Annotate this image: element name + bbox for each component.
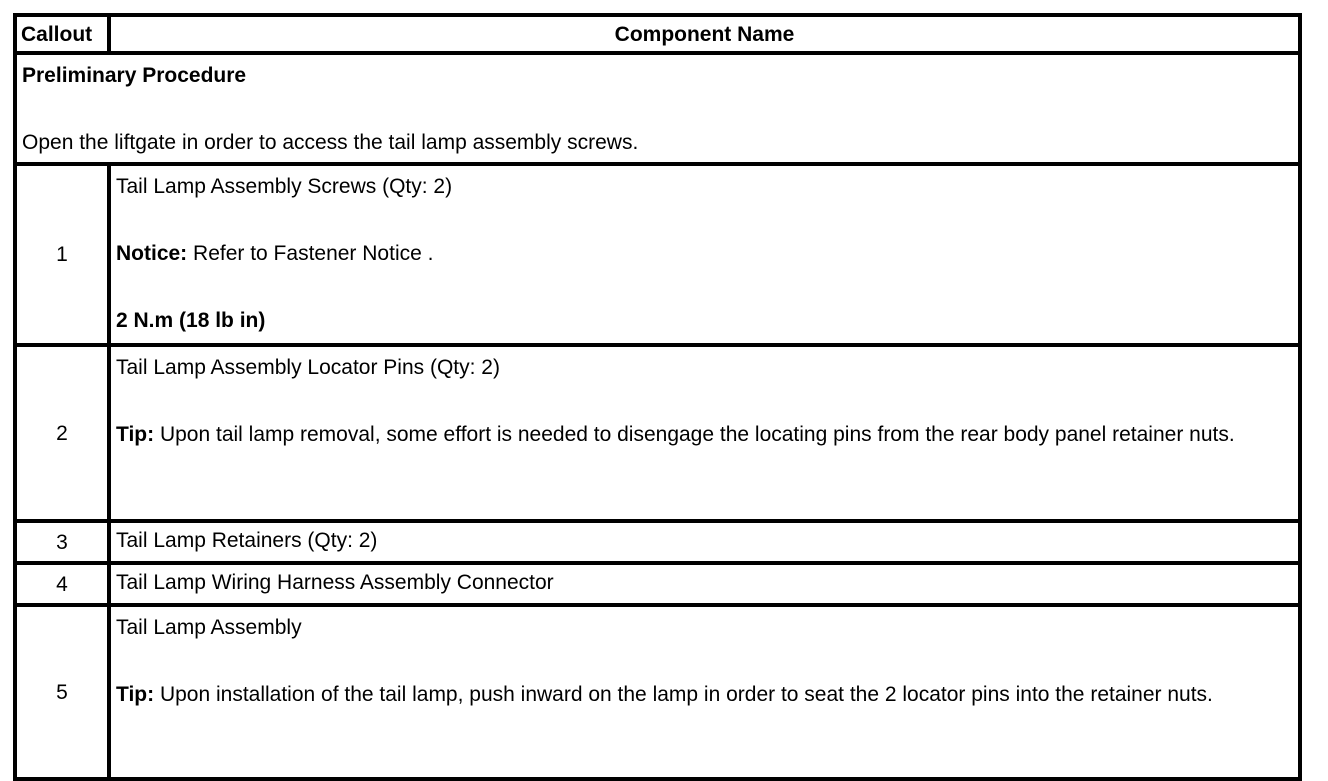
callout-number: 1: [15, 164, 109, 345]
component-cell: [109, 563, 1300, 605]
table-row: [15, 605, 1300, 779]
torque-spec: 2 N.m (18 lb in): [116, 309, 266, 332]
component-name: Tail Lamp Retainers (Qty: 2): [116, 529, 378, 552]
preliminary-procedure-cell: [15, 53, 1300, 164]
table-row: [15, 521, 1300, 563]
table-row: [15, 563, 1300, 605]
preliminary-procedure-title: Preliminary Procedure: [22, 64, 247, 87]
component-name: Tail Lamp Assembly Locator Pins (Qty: 2): [116, 356, 500, 379]
table-row: [15, 345, 1300, 521]
callout-number: 2: [15, 345, 109, 521]
component-cell: [109, 521, 1300, 563]
component-name: Tail Lamp Assembly: [116, 616, 302, 639]
table-header-row: [15, 15, 1300, 53]
tip-label: Tip:: [116, 683, 155, 706]
component-name-column-header: Component Name: [109, 15, 1300, 53]
callout-column-header: Callout: [15, 15, 109, 53]
callout-number: 4: [15, 563, 109, 605]
component-name: Tail Lamp Assembly Screws (Qty: 2): [116, 175, 453, 198]
tip-line: [116, 681, 1294, 708]
preliminary-procedure-text: Open the liftgate in order to access the tail lamp assembly screws.: [22, 131, 639, 154]
component-table: [13, 13, 1302, 781]
callout-number: 5: [15, 605, 109, 779]
component-cell: [109, 345, 1300, 521]
component-name: Tail Lamp Wiring Harness Assembly Connector: [116, 571, 554, 594]
notice-label: Notice:: [116, 242, 188, 265]
table-row: [15, 164, 1300, 345]
component-cell: [109, 605, 1300, 779]
component-cell: [109, 164, 1300, 345]
tip-line: [116, 421, 1294, 448]
tip-text: Upon tail lamp removal, some effort is needed to disengage the locating pins from the rear body panel retainer nuts.: [154, 423, 1235, 446]
tip-label: Tip:: [116, 423, 155, 446]
tip-text: Upon installation of the tail lamp, push inward on the lamp in order to seat the 2 locator pins into the retainer nuts.: [154, 683, 1213, 706]
notice-text: Refer to Fastener Notice .: [187, 242, 434, 265]
callout-number: 3: [15, 521, 109, 563]
preliminary-procedure-row: [15, 53, 1300, 164]
notice-line: [116, 240, 1294, 267]
